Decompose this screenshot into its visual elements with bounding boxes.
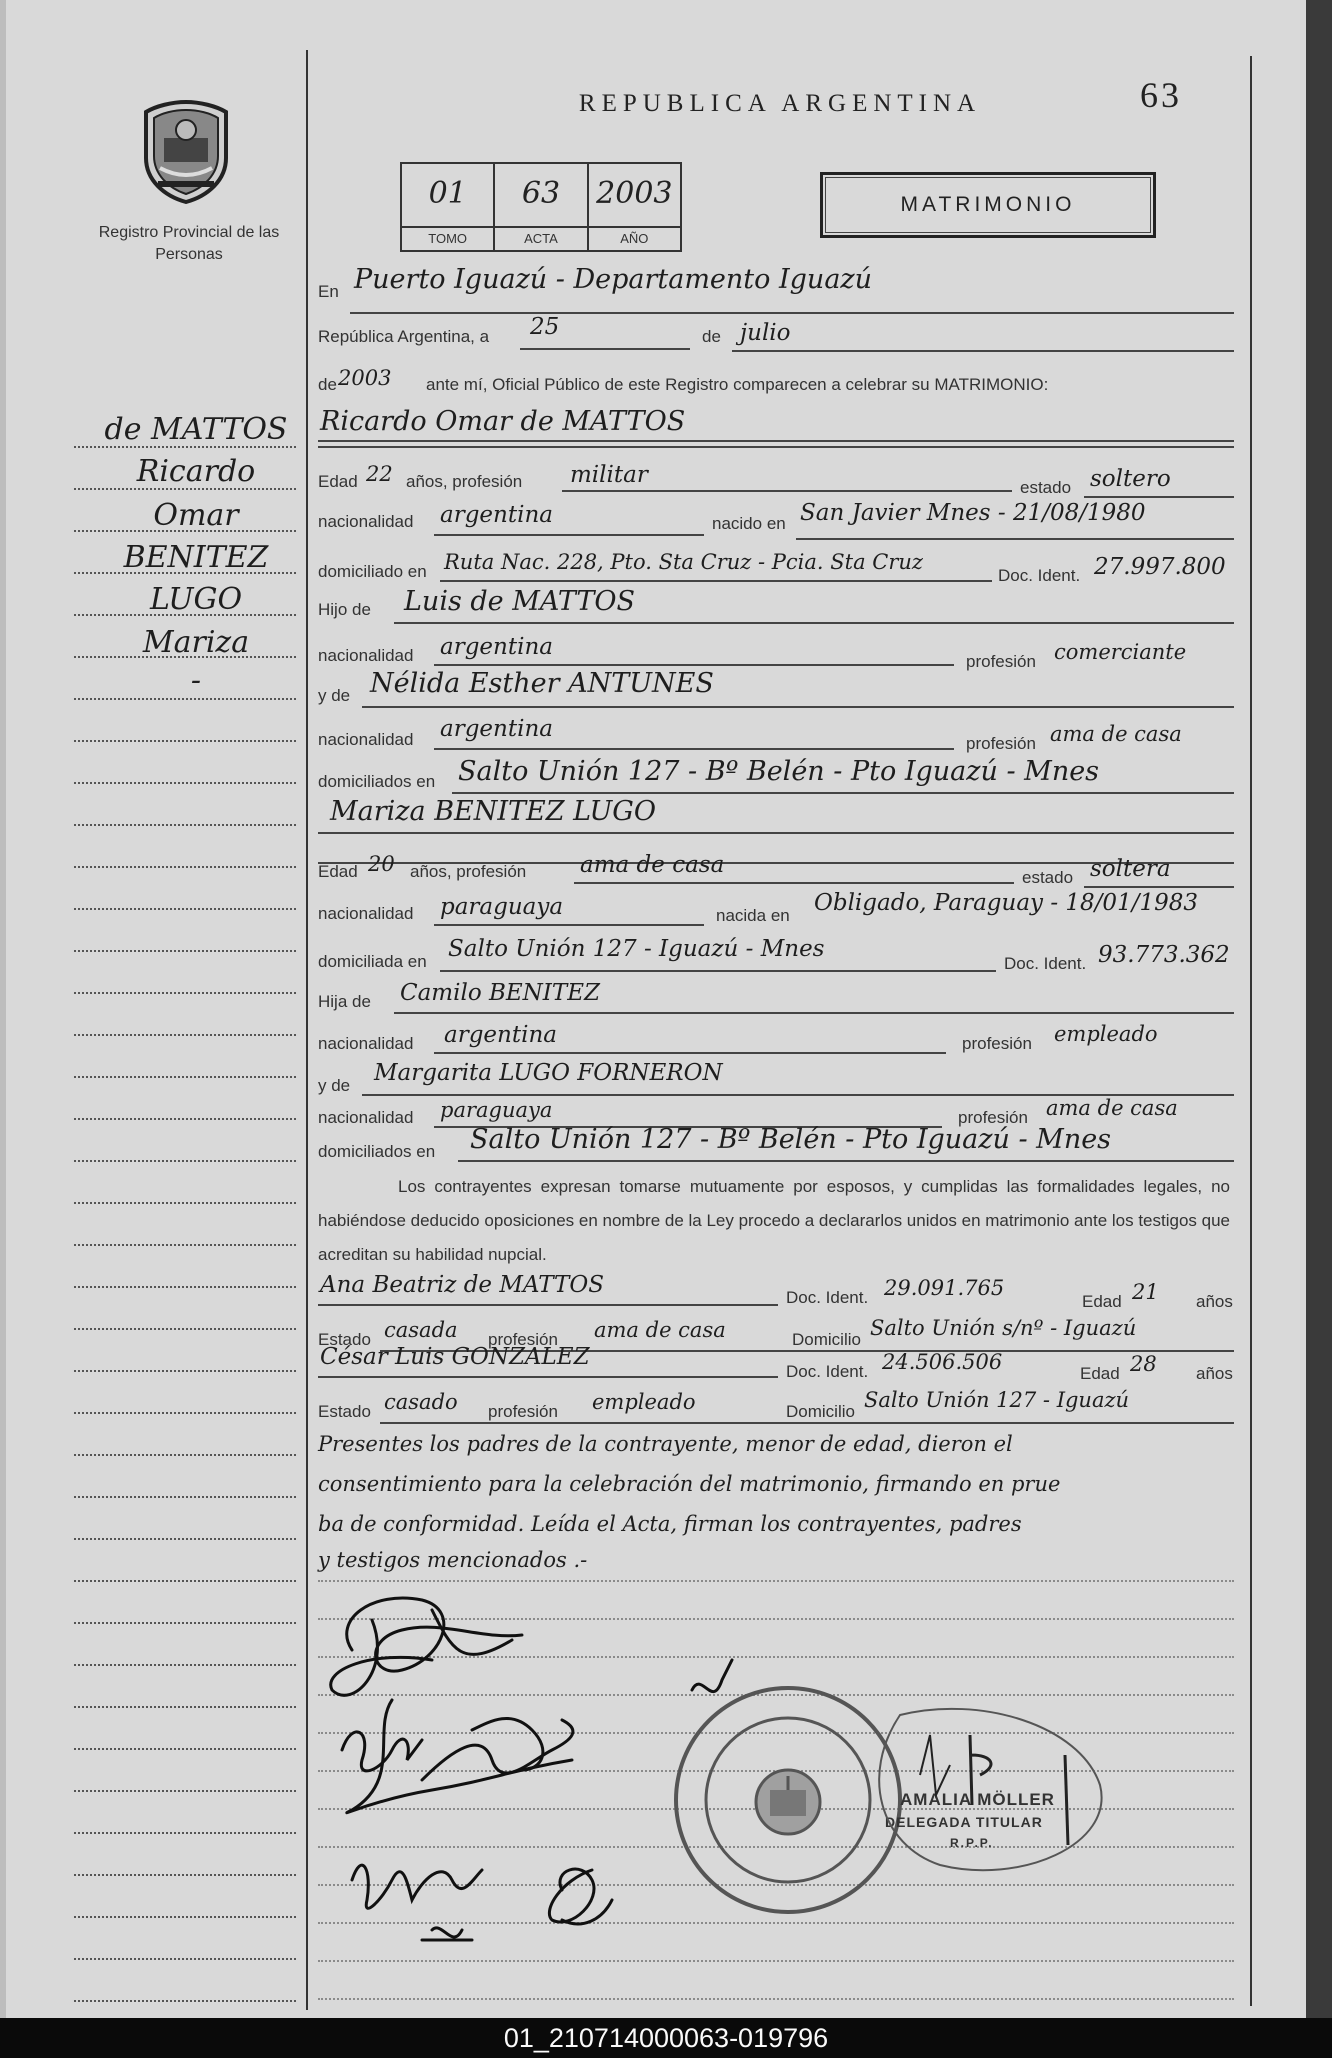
witness1-doc: 29.091.765 xyxy=(884,1276,1005,1300)
underline xyxy=(458,1160,1234,1162)
label-edad-w1: Edad xyxy=(1082,1292,1122,1311)
label-estado-w2: Estado xyxy=(318,1402,371,1421)
act-day: 25 xyxy=(530,314,560,340)
margin-ruled-line xyxy=(74,1538,296,1540)
label-profesion-w2: profesión xyxy=(488,1402,558,1421)
label-hijo-de: Hijo de xyxy=(318,600,371,619)
margin-ruled-line xyxy=(74,1790,296,1792)
underline xyxy=(562,490,1012,492)
note-line-4: y testigos mencionados .- xyxy=(318,1548,588,1572)
margin-bride-name: Mariza xyxy=(142,625,250,660)
label-anos-w1: años xyxy=(1196,1292,1233,1311)
witness2-name: César Luis GONZALEZ xyxy=(320,1344,590,1370)
witness2-address: Salto Unión 127 - Iguazú xyxy=(864,1388,1130,1412)
underline xyxy=(732,350,1234,352)
margin-rule xyxy=(306,50,308,2010)
label-doc-ident: Doc. Ident. xyxy=(998,566,1081,585)
witness2-age: 28 xyxy=(1130,1352,1157,1376)
margin-ruled-line xyxy=(74,1076,296,1078)
margin-ruled-line xyxy=(74,1034,296,1036)
underline xyxy=(434,1052,946,1054)
label-domicilio-w2: Domicilio xyxy=(786,1402,855,1421)
underline xyxy=(318,832,1234,834)
label-profesion-mother: profesión xyxy=(966,734,1036,753)
label-hija-de: Hija de xyxy=(318,992,371,1011)
label-nacido-en: nacido en xyxy=(712,514,786,533)
margin-ruled-line xyxy=(74,950,296,952)
declaration-text: Los contrayentes expresan tomarse mutuamente por esposos, y cumplidas las formalidades legales, no habiéndose deducido oposiciones en nombre de la Ley procedo a declararlos unidos en matrimonio ante los testigos que acreditan su habilidad nupcial. xyxy=(318,1177,1230,1264)
note-line-3: ba de conformidad. Leída el Acta, firman los contrayentes, padres xyxy=(318,1512,1022,1536)
groom-mother-profession: ama de casa xyxy=(1050,722,1182,746)
groom-parents-address: Salto Unión 127 - Bº Belén - Pto Iguazú - Mnes xyxy=(458,756,1100,787)
margin-ruled-line xyxy=(74,1874,296,1876)
official-name: AMALIA MÖLLER xyxy=(900,1790,1055,1809)
margin-first-name: Ricardo xyxy=(136,454,256,489)
label-profesion-father: profesión xyxy=(966,652,1036,671)
page-number: 63 xyxy=(1140,75,1182,115)
margin-bride-surname2: LUGO xyxy=(149,582,243,617)
underline xyxy=(452,792,1234,794)
margin-ruled-line xyxy=(74,1580,296,1582)
bride-father-nationality: argentina xyxy=(444,1022,557,1048)
margin-second-name: Omar xyxy=(153,498,239,533)
label-doc-ident-w2: Doc. Ident. xyxy=(786,1362,869,1381)
bride-father: Camilo BENITEZ xyxy=(400,980,601,1006)
margin-ruled-line xyxy=(74,1832,296,1834)
label-estado-bride: estado xyxy=(1022,868,1074,887)
bride-mother: Margarita LUGO FORNERON xyxy=(374,1060,723,1086)
label-doc-ident-w1: Doc. Ident. xyxy=(786,1288,869,1307)
groom-name: Ricardo Omar de MATTOS xyxy=(320,406,686,437)
margin-ruled-line xyxy=(74,866,296,868)
acta-label: ACTA xyxy=(495,226,586,250)
bride-status: soltera xyxy=(1090,856,1171,882)
label-nacida-en: nacida en xyxy=(716,906,790,925)
note-line-1: Presentes los padres de la contrayente, menor de edad, dieron el xyxy=(318,1432,1013,1456)
label-domiciliado-en: domiciliado en xyxy=(318,562,427,581)
label-domiciliada-en: domiciliada en xyxy=(318,952,427,971)
bride-birth: Obligado, Paraguay - 18/01/1983 xyxy=(814,890,1198,916)
label-nacionalidad: nacionalidad xyxy=(318,512,414,531)
witness2-profession: empleado xyxy=(592,1390,696,1414)
bride-profession: ama de casa xyxy=(580,852,725,878)
margin-ruled-line xyxy=(74,908,296,910)
label-domiciliados-en: domiciliados en xyxy=(318,772,436,791)
act-year: 2003 xyxy=(338,366,392,390)
witness1-profession: ama de casa xyxy=(594,1318,726,1342)
act-month: julio xyxy=(740,320,791,346)
margin-ruled-line xyxy=(74,1496,296,1498)
underline xyxy=(318,440,1234,442)
underline xyxy=(434,534,704,536)
tomo-cell xyxy=(402,164,495,250)
witness1-status: casada xyxy=(384,1318,458,1342)
act-place: Puerto Iguazú - Departamento Iguazú xyxy=(354,264,873,295)
margin-surname: de MATTOS xyxy=(104,412,288,447)
margin-ruled-line xyxy=(74,2000,296,2002)
margin-bride-surname: BENITEZ xyxy=(123,540,269,575)
margin-ruled-line xyxy=(74,1328,296,1330)
label-anos-w2: años xyxy=(1196,1364,1233,1383)
bride-parents-address: Salto Unión 127 - Bº Belén - Pto Iguazú - Mnes xyxy=(470,1124,1112,1155)
witness1-age: 21 xyxy=(1132,1280,1159,1304)
official-sub: R.P.P. xyxy=(950,1836,994,1850)
margin-ruled-line xyxy=(74,1370,296,1372)
margin-ruled-line xyxy=(74,782,296,784)
acta-value: 63 xyxy=(521,176,561,211)
ano-cell xyxy=(589,164,680,250)
bride-nationality: paraguaya xyxy=(440,894,564,920)
groom-nationality: argentina xyxy=(440,502,553,528)
underline xyxy=(440,970,996,972)
underline xyxy=(380,1422,1234,1424)
label-nacionalidad-mother: nacionalidad xyxy=(318,730,414,749)
bride-mother-profession: ama de casa xyxy=(1046,1096,1178,1120)
margin-ruled-line xyxy=(74,740,296,742)
image-id-caption: 01_210714000063-019796 xyxy=(0,2018,1332,2058)
label-anos-profesion: años, profesión xyxy=(406,472,523,491)
underline xyxy=(1084,496,1234,498)
label-de-month: de xyxy=(702,327,721,346)
witness1-address: Salto Unión s/nº - Iguazú xyxy=(870,1316,1137,1340)
organization-name: Registro Provincial de las Personas xyxy=(98,224,280,263)
margin-ruled-line xyxy=(74,1286,296,1288)
margin-ruled-line xyxy=(74,1664,296,1666)
margin-ruled-line xyxy=(74,1118,296,1120)
tomo-value: 01 xyxy=(428,176,467,211)
label-edad-w2: Edad xyxy=(1080,1364,1120,1383)
label-edad: Edad xyxy=(318,472,358,491)
margin-ruled-line xyxy=(74,1748,296,1750)
underline xyxy=(434,924,704,926)
underline xyxy=(434,748,954,750)
margin-ruled-line xyxy=(74,824,296,826)
label-nacionalidad-bride: nacionalidad xyxy=(318,904,414,923)
label-republica: República Argentina, a xyxy=(318,327,490,346)
witness1-name: Ana Beatriz de MATTOS xyxy=(320,1272,604,1298)
groom-mother: Nélida Esther ANTUNES xyxy=(370,668,714,699)
margin-ruled-line xyxy=(74,1244,296,1246)
underline xyxy=(1084,886,1234,888)
document-type-box: MATRIMONIO xyxy=(820,172,1156,238)
official-title: DELEGADA TITULAR xyxy=(885,1814,1043,1830)
bride-name: Mariza BENITEZ LUGO xyxy=(330,796,657,827)
underline xyxy=(394,1012,1234,1014)
bride-mother-nationality: paraguaya xyxy=(440,1098,553,1122)
underline xyxy=(318,446,1234,448)
margin-ruled-line xyxy=(74,1958,296,1960)
bride-doc: 93.773.362 xyxy=(1098,942,1230,968)
record-id-table xyxy=(400,162,682,252)
underline xyxy=(350,312,1234,314)
underline xyxy=(394,622,1234,624)
margin-ruled-line xyxy=(74,1202,296,1204)
witness2-doc: 24.506.506 xyxy=(882,1350,1003,1374)
underline xyxy=(434,664,954,666)
act-intro: ante mí, Oficial Público de este Registro comparecen a celebrar su MATRIMONIO: xyxy=(426,375,1049,394)
underline xyxy=(796,538,1234,540)
margin-dash: - xyxy=(190,663,202,698)
label-y-de: y de xyxy=(318,686,351,705)
margin-ruled-line xyxy=(74,1412,296,1414)
underline xyxy=(520,348,690,350)
underline xyxy=(574,882,1014,884)
underline xyxy=(362,706,1234,708)
label-y-de-bride: y de xyxy=(318,1076,351,1095)
margin-ruled-line xyxy=(74,1160,296,1162)
provincial-seal-icon xyxy=(138,98,234,204)
label-en: En xyxy=(318,282,339,301)
margin-ruled-line xyxy=(74,1622,296,1624)
acta-cell xyxy=(495,164,588,250)
groom-status: soltero xyxy=(1090,466,1171,492)
witness2-status: casado xyxy=(384,1390,458,1414)
margin-ruled-line xyxy=(74,1454,296,1456)
label-domicilio-w1: Domicilio xyxy=(792,1330,861,1349)
label-profesion-bride-mother: profesión xyxy=(958,1108,1028,1127)
bride-address: Salto Unión 127 - Iguazú - Mnes xyxy=(448,936,825,962)
label-estado: estado xyxy=(1020,478,1072,497)
label-nacionalidad-bride-mother: nacionalidad xyxy=(318,1108,414,1127)
groom-doc: 27.997.800 xyxy=(1094,554,1226,580)
official-signature-stamp xyxy=(860,1695,1120,1885)
label-edad-bride: Edad xyxy=(318,862,358,881)
label-estado-w1: Estado xyxy=(318,1330,371,1349)
label-nacionalidad-father: nacionalidad xyxy=(318,646,414,665)
groom-father: Luis de MATTOS xyxy=(404,586,636,617)
groom-father-nationality: argentina xyxy=(440,634,553,660)
margin-ruled-line xyxy=(74,992,296,994)
label-profesion-bride-father: profesión xyxy=(962,1034,1032,1053)
note-line-2: consentimiento para la celebración del matrimonio, firmando en prue xyxy=(318,1472,1061,1496)
bride-father-profession: empleado xyxy=(1054,1022,1158,1046)
margin-ruled-line xyxy=(74,698,296,700)
groom-birth: San Javier Mnes - 21/08/1980 xyxy=(800,500,1146,526)
ano-label: AÑO xyxy=(589,226,680,250)
groom-address: Ruta Nac. 228, Pto. Sta Cruz - Pcia. Sta Cruz xyxy=(444,550,923,574)
page-binding-edge xyxy=(1306,0,1332,2018)
label-doc-ident-bride: Doc. Ident. xyxy=(1004,954,1087,973)
tomo-label: TOMO xyxy=(402,226,493,250)
label-profesion-w1: profesión xyxy=(488,1330,558,1349)
underline xyxy=(318,1376,778,1378)
label-de-year: de xyxy=(318,375,337,394)
country-title: REPUBLICA ARGENTINA xyxy=(578,90,982,117)
groom-profession: militar xyxy=(570,462,648,488)
underline xyxy=(318,1304,778,1306)
label-nacionalidad-bride-father: nacionalidad xyxy=(318,1034,414,1053)
underline xyxy=(440,580,992,582)
margin-ruled-line xyxy=(74,1706,296,1708)
margin-ruled-line xyxy=(74,1916,296,1918)
groom-age: 22 xyxy=(366,462,393,486)
ano-value: 2003 xyxy=(596,176,673,211)
groom-mother-nationality: argentina xyxy=(440,716,553,742)
bride-age: 20 xyxy=(368,852,395,876)
groom-father-profession: comerciante xyxy=(1054,640,1187,664)
right-rule xyxy=(1250,56,1252,2006)
label-domiciliados-en-bride: domiciliados en xyxy=(318,1142,436,1161)
label-anos-profesion-bride: años, profesión xyxy=(410,862,527,881)
